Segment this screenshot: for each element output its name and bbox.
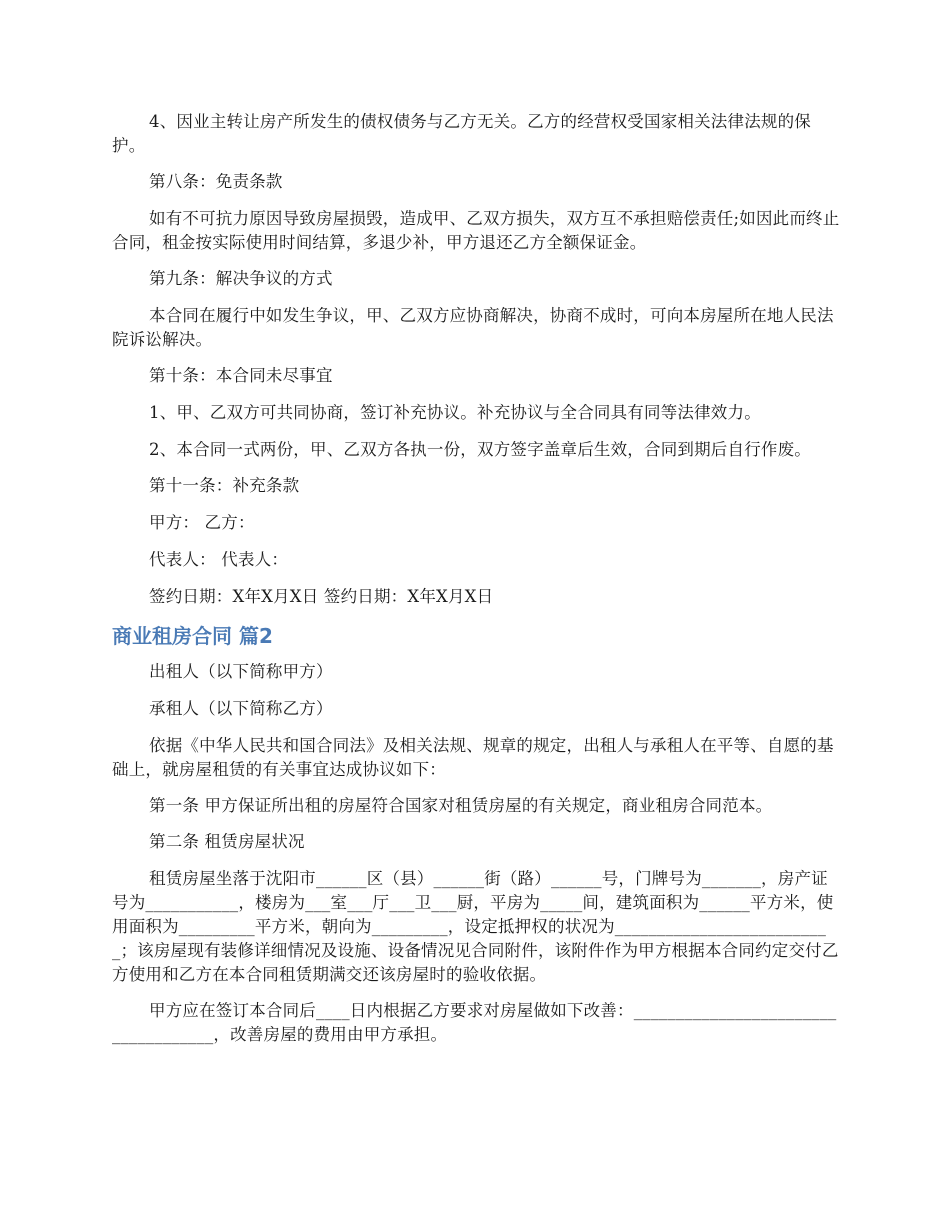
paragraph-improvement: 甲方应在签订本合同后____日内根据乙方要求对房屋做如下改善：____________________________________，改善房屋的费用由甲方承担。 <box>112 1001 837 1044</box>
paragraph-clause-4: 4、因业主转让房产所发生的债权债务与乙方无关。乙方的经营权受国家相关法律法规的保护。 <box>112 112 811 155</box>
article-11-heading: 第十一条：补充条款 <box>149 476 300 495</box>
article-1-paragraph: 第一条 甲方保证所出租的房屋符合国家对租赁房屋的有关规定，商业租房合同范本。 <box>149 796 773 815</box>
lessee-line: 承租人（以下简称乙方） <box>149 699 333 718</box>
article-9-heading: 第九条：解决争议的方式 <box>149 269 333 288</box>
representative-line: 代表人： 代表人： <box>149 550 289 569</box>
document-body <box>112 110 842 1059</box>
party-line: 甲方： 乙方： <box>149 513 255 532</box>
section-heading: 商业租房合同 篇2 <box>112 624 273 648</box>
signing-date-line: 签约日期：X年X月X日 签约日期：X年X月X日 <box>149 587 494 606</box>
paragraph-force-majeure: 如有不可抗力原因导致房屋损毁，造成甲、乙双方损失，双方互不承担赔偿责任;如因此而终止合同，租金按实际使用时间结算，多退少补，甲方退还乙方全额保证金。 <box>112 209 840 252</box>
paragraph-dispute: 本合同在履行中如发生争议，甲、乙双方应协商解决，协商不成时，可向本房屋所在地人民法院诉讼解决。 <box>112 306 834 349</box>
paragraph-supplement-1: 1、甲、乙双方可共同协商，签订补充协议。补充协议与全合同具有同等法律效力。 <box>149 403 761 422</box>
article-2-heading: 第二条 租赁房屋状况 <box>149 832 305 851</box>
paragraph-supplement-2: 2、本合同一式两份，甲、乙双方各执一份，双方签字盖章后生效，合同到期后自行作废。 <box>149 440 811 459</box>
article-8-heading: 第八条：免责条款 <box>149 172 283 191</box>
article-10-heading: 第十条：本合同未尽事宜 <box>149 366 333 385</box>
paragraph-property-details: 租赁房屋坐落于沈阳市______区（县）______街（路）______号，门牌号为_______，房产证号为___________，楼房为___室___厅___卫___厨，平房为_____间，建筑面积为______平方米，使用面积为_________平方米，朝向为_________，设定抵押权的状况为__________________________；该房屋现有装修详细情况及设施、设备情况见合同附件，该附件作为甲方根据本合同约定交付乙方使用和乙方在本合同租赁期满交还该房屋时的验收依据。 <box>112 869 839 984</box>
paragraph-basis: 依据《中华人民共和国合同法》及相关法规、规章的规定，出租人与承租人在平等、自愿的基础上，就房屋租赁的有关事宜达成协议如下： <box>112 736 834 779</box>
lessor-line: 出租人（以下简称甲方） <box>149 662 333 681</box>
